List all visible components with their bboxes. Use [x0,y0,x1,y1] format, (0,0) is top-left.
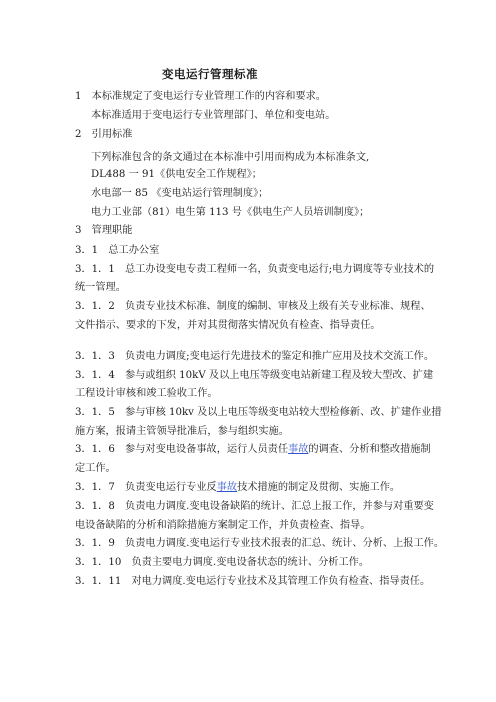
text-line: 水电部一 85 《变电站运行管理制度》； [91,188,269,199]
text-line: 3．1．3 负责电力调度;变电运行先进技术的鉴定和推广应用及技术交流工作。 [75,351,435,362]
accident-link[interactable]: 事故 [288,444,309,455]
text-line: 本标准适用于变电运行专业管理部门、单位和变电站。 [91,110,336,121]
accident-link[interactable]: 事故 [216,482,238,493]
text-line: 3．1．8 负责电力调度.变电设备缺陷的统计、汇总上报工作，并参与对重要变 [75,501,434,512]
text-segment: 的调查、分析和整改措施制 [308,444,431,455]
text-segment: 3．1．7 负责变电运行专业反 [75,482,217,493]
text-line: 3．1．11 对电力调度.变电运行专业技术及其管理工作负有检查、指导责任。 [75,576,431,587]
text-line [75,443,431,456]
text-line: 电力工业部（81）电生第 113 号《供电生产人员培训制度》； [91,207,370,218]
text-line: 工程设计审核和竣工验收工作。 [75,388,218,399]
text-line: 3．1．9 负责电力调度.变电运行专业技术报表的汇总、统计、分析、上报工作。 [75,538,445,549]
text-segment: 3．1．6 参与对变电设备事故，运行人员责任 [75,444,289,455]
text-line: 定工作。 [75,463,116,474]
text-line: 下列标准包含的条文通过在本标准中引用而构成为本标准条文, [91,152,370,163]
text-line: 文件指示、要求的下发，并对其贯彻落实情况负有检查、指导责任。 [75,320,381,331]
text-line: 3．1．5 参与审核 10kv 及以上电压等级变电站较大型检修新、改、扩建作业措 [75,407,442,418]
text-line: 1 本标准规定了变电运行专业管理工作的内容和要求。 [75,91,326,102]
text-line: DL488 一 91《供电安全工作规程》； [91,169,262,180]
section-heading: 3 管理职能 [75,225,133,236]
text-line [75,481,400,494]
text-line: 3．1．1 总工办设变电专责工程师一名，负责变电运行;电力调度等专业技术的 [75,264,435,275]
text-line: 统一管理。 [75,282,126,293]
subsection-heading: 3．1 总工办公室 [75,245,160,256]
text-segment: 技术措施的制定及贯彻、实施工作。 [237,482,401,493]
text-line: 3．1．2 负责专业技术标准、制度的编制、审核及上级有关专业标准、规程、 [75,301,431,312]
document-title: 变电运行管理标准 [162,67,258,81]
text-line: 施方案，报请主管领导批准后，参与组织实施。 [75,426,289,437]
text-line: 3．1．10 负责主要电力调度.变电设备状态的统计、分析工作。 [75,557,370,568]
section-heading: 2 引用标准 [75,129,133,140]
text-line: 电设备缺陷的分析和消除措施方案制定工作，并负责检查、指导。 [75,520,371,531]
text-line: 3．1．4 参与或组织 10kV 及以上电压等级变电站新建工程及较大型改、扩建 [75,370,434,381]
